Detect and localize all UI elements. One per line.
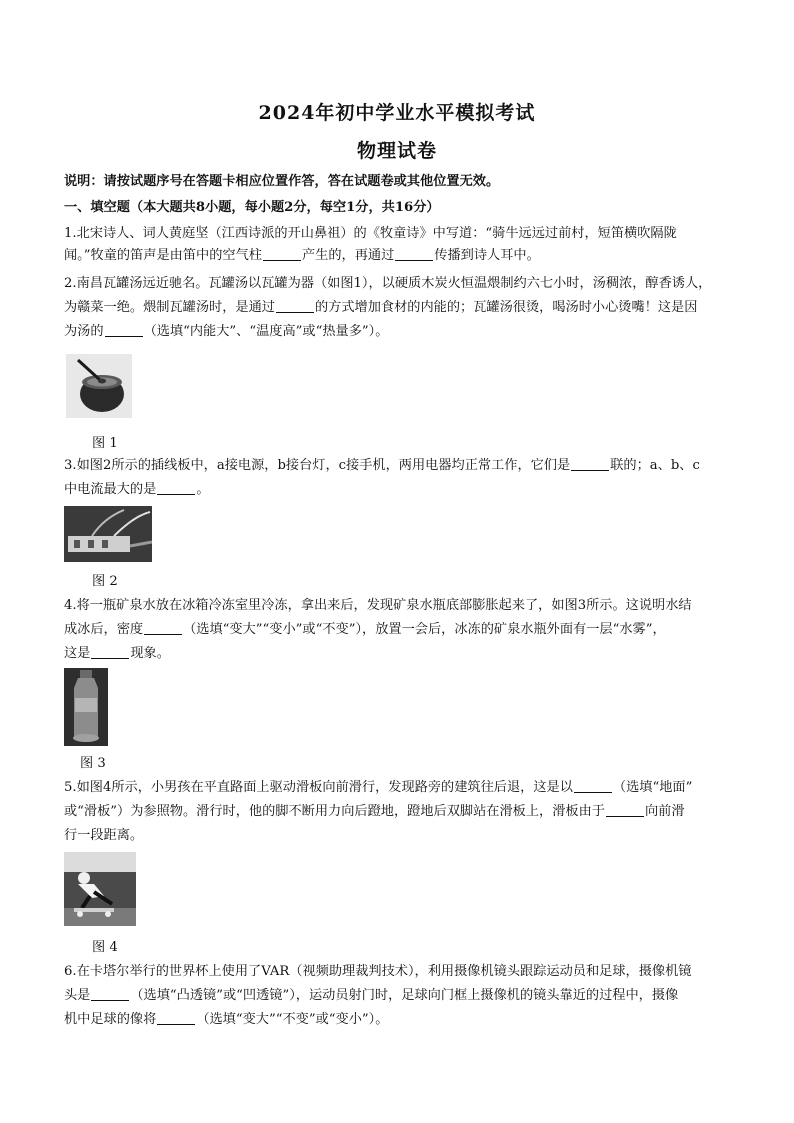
answer-blank: [395, 247, 433, 261]
q6-text-a: 头是: [64, 988, 91, 1003]
q4-line1: 4.将一瓶矿泉水放在冰箱冷冻室里冷冻，拿出来后，发现矿泉水瓶底部膨胀起来了，如图3所示。这说明水结: [64, 598, 692, 613]
q1-text-c: 传播到诗人耳中。: [434, 248, 540, 263]
instructions: 说明：请按试题序号在答题卡相应位置作答，答在试题卷或其他位置无效。: [64, 174, 500, 189]
q2-text-c: 为汤的: [64, 324, 104, 339]
figure-2-caption: 图 2: [92, 574, 118, 589]
q3-line2: [64, 480, 744, 500]
q5-line1: [64, 778, 744, 798]
figure-1-caption: 图 1: [92, 436, 118, 451]
q6-line1: 6.在卡塔尔举行的世界杯上使用了VAR（视频助理裁判技术），利用摄像机镜头跟踪运动员和足球，摄像机镜: [64, 964, 692, 979]
q1-line1: 1.北宋诗人、词人黄庭坚（江西诗派的开山鼻祖）的《牧童诗》中写道：“骑牛远远过前村，短笛横吹隔陇: [64, 226, 677, 241]
q3-text-b: 联的；a、b、c: [610, 458, 700, 473]
q4-line3: [64, 644, 744, 664]
q2-line2: [64, 298, 744, 318]
figure-3-water-bottle-photo: [64, 668, 108, 746]
exam-title: 2024年初中学业水平模拟考试: [258, 102, 536, 124]
q5-text-d: 向前滑: [644, 804, 685, 819]
answer-blank: [91, 645, 129, 659]
q6-text-d: （选填“变大”“不变”或“变小”）。: [196, 1012, 389, 1027]
q5-text-b: （选填“地面”: [612, 780, 693, 795]
q5-line3: 行一段距离。: [64, 828, 144, 843]
exam-subtitle: 物理试卷: [356, 140, 437, 162]
answer-blank: [105, 323, 143, 337]
q3-text-a: 3.如图2所示的插线板中，a接电源，b接台灯，c接手机，两用电器均正常工作，它们是: [64, 458, 571, 473]
answer-blank: [157, 481, 195, 495]
q5-line2: [64, 802, 744, 822]
q3-line1: [64, 456, 744, 476]
q6-text-c: 机中足球的像将: [64, 1012, 157, 1027]
q2-text-a: 为赣菜一绝。煨制瓦罐汤时，是通过: [64, 300, 275, 315]
q6-text-b: （选填“凸透镜”或“凹透镜”），运动员射门时，足球向门框上摄像机的镜头靠近的过程中，摄像: [130, 988, 679, 1003]
answer-blank: [574, 779, 612, 793]
section-heading: 一、填空题（本大题共8小题，每小题2分，每空1分，共16分）: [64, 200, 440, 215]
answer-blank: [571, 457, 609, 471]
q6-line2: [64, 986, 744, 1006]
q1-text-a: 闻。”牧童的笛声是由笛中的空气柱: [64, 248, 262, 263]
q6-line3: [64, 1010, 744, 1030]
answer-blank: [276, 299, 314, 313]
answer-blank: [91, 987, 129, 1001]
q2-text-b: 的方式增加食材的内能的；瓦罐汤很烫，喝汤时小心烫嘴！这是因: [315, 300, 698, 315]
answer-blank: [144, 621, 182, 635]
q4-text-c: 这是: [64, 646, 91, 661]
q4-text-d: 现象。: [130, 646, 170, 661]
answer-blank: [263, 247, 301, 261]
figure-4-skateboard-photo: [64, 852, 136, 926]
q3-text-c: 中电流最大的是: [64, 482, 157, 497]
q2-line1: 2.南昌瓦罐汤远近驰名。瓦罐汤以瓦罐为器（如图1），以硬质木炭火恒温煨制约六七小时，汤稠浓，醇香诱人，: [64, 276, 712, 291]
q1-text-b: 产生的，再通过: [301, 248, 395, 263]
figure-1-clay-pot-photo: [66, 354, 132, 418]
answer-blank: [606, 803, 644, 817]
figure-3-caption: 图 3: [80, 756, 106, 771]
q4-text-b: （选填“变大”“变小”或“不变”），放置一会后，冰冻的矿泉水瓶外面有一层“水雾”，: [183, 622, 666, 637]
q5-text-a: 5.如图4所示，小男孩在平直路面上驱动滑板向前滑行，发现路旁的建筑往后退，这是以: [64, 780, 573, 795]
q3-text-d: 。: [196, 482, 210, 497]
q5-text-c: 或“滑板”）为参照物。滑行时，他的脚不断用力向后蹬地，蹬地后双脚站在滑板上，滑板由于: [64, 804, 605, 819]
q4-text-a: 成冰后，密度: [64, 622, 144, 637]
figure-2-power-strip-photo: [64, 506, 152, 562]
answer-blank: [157, 1011, 195, 1025]
q2-text-d: （选填“内能大”、“温度高”或“热量多”）。: [143, 324, 389, 339]
q4-line2: [64, 620, 744, 640]
figure-4-caption: 图 4: [92, 940, 118, 955]
q2-line3: [64, 322, 744, 342]
q1-line2: [64, 246, 744, 266]
